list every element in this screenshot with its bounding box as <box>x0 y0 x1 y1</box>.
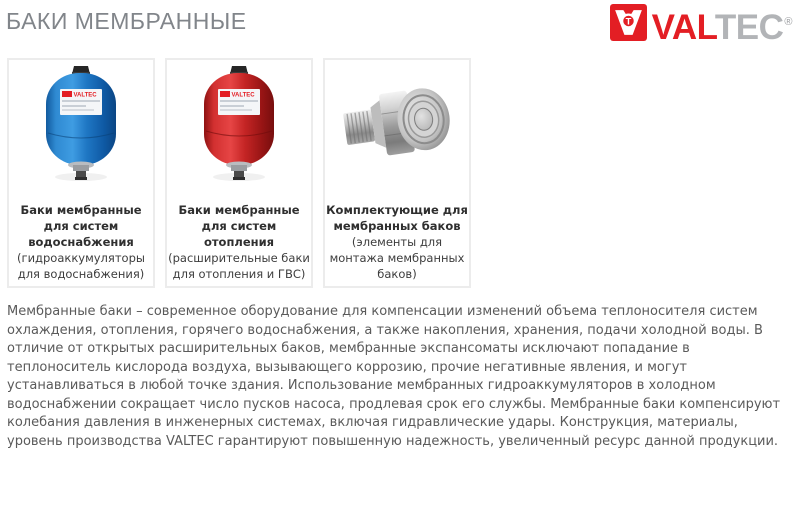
card-title: Комплектующие для мембранных баков <box>326 203 468 233</box>
valtec-logo-text <box>652 4 792 46</box>
category-cards <box>7 58 471 288</box>
svg-text:T: T <box>625 16 631 27</box>
fitting-image <box>325 64 469 184</box>
card-title: Баки мембранные для систем водоснабжения <box>20 203 142 249</box>
svg-text:VALTEC: VALTEC <box>73 92 97 99</box>
card-water-supply-tanks[interactable] <box>7 58 155 288</box>
blue-tank-image <box>9 64 153 184</box>
description-paragraph: Мембранные баки – современное оборудование для компенсации изменений объема теплоносителя систем охлаждения, отопления, горячего водоснабжения, а также накопления, хранения, подачи холодной воды. В отличие от открытых расширительных баков, мембранные экспансоматы исключают попадание в теплоноситель кислорода воздуха, вызывающего коррозию, прочие негативные явления, и могут устанавливаться в любой точке здания. Использование мембранных гидроаккумуляторов в холодном водоснабжении сокращает число пусков насоса, продлевая срок его службы. Мембранные баки компенсируют колебания давления в инженерных системах, включая гидравлические удары. Конструкция, материалы, уровень производства VALTEC гарантируют повышенную надежность, увеличенный ресурс данной продукции. <box>7 304 781 449</box>
logo-tec-text: TEC <box>714 8 784 47</box>
card-heating-tanks[interactable] <box>165 58 313 288</box>
red-tank-image <box>167 64 311 184</box>
logo-val-text: VAL <box>651 8 715 47</box>
page-title: БАКИ МЕМБРАННЫЕ <box>6 8 247 34</box>
card-tank-accessories[interactable] <box>323 58 471 288</box>
svg-text:VALTEC: VALTEC <box>231 92 255 99</box>
registered-trademark-symbol: ® <box>784 16 792 28</box>
valtec-logo-icon <box>610 4 647 41</box>
valtec-logo[interactable] <box>610 4 792 46</box>
card-subtitle: (гидроаккумуляторы для водоснабжения) <box>17 251 145 281</box>
card-title: Баки мембранные для систем отопления <box>178 203 300 249</box>
card-subtitle: (расширительные баки для отопления и ГВС) <box>168 251 310 281</box>
card-subtitle: (элементы для монтажа мембранных баков) <box>329 235 465 281</box>
